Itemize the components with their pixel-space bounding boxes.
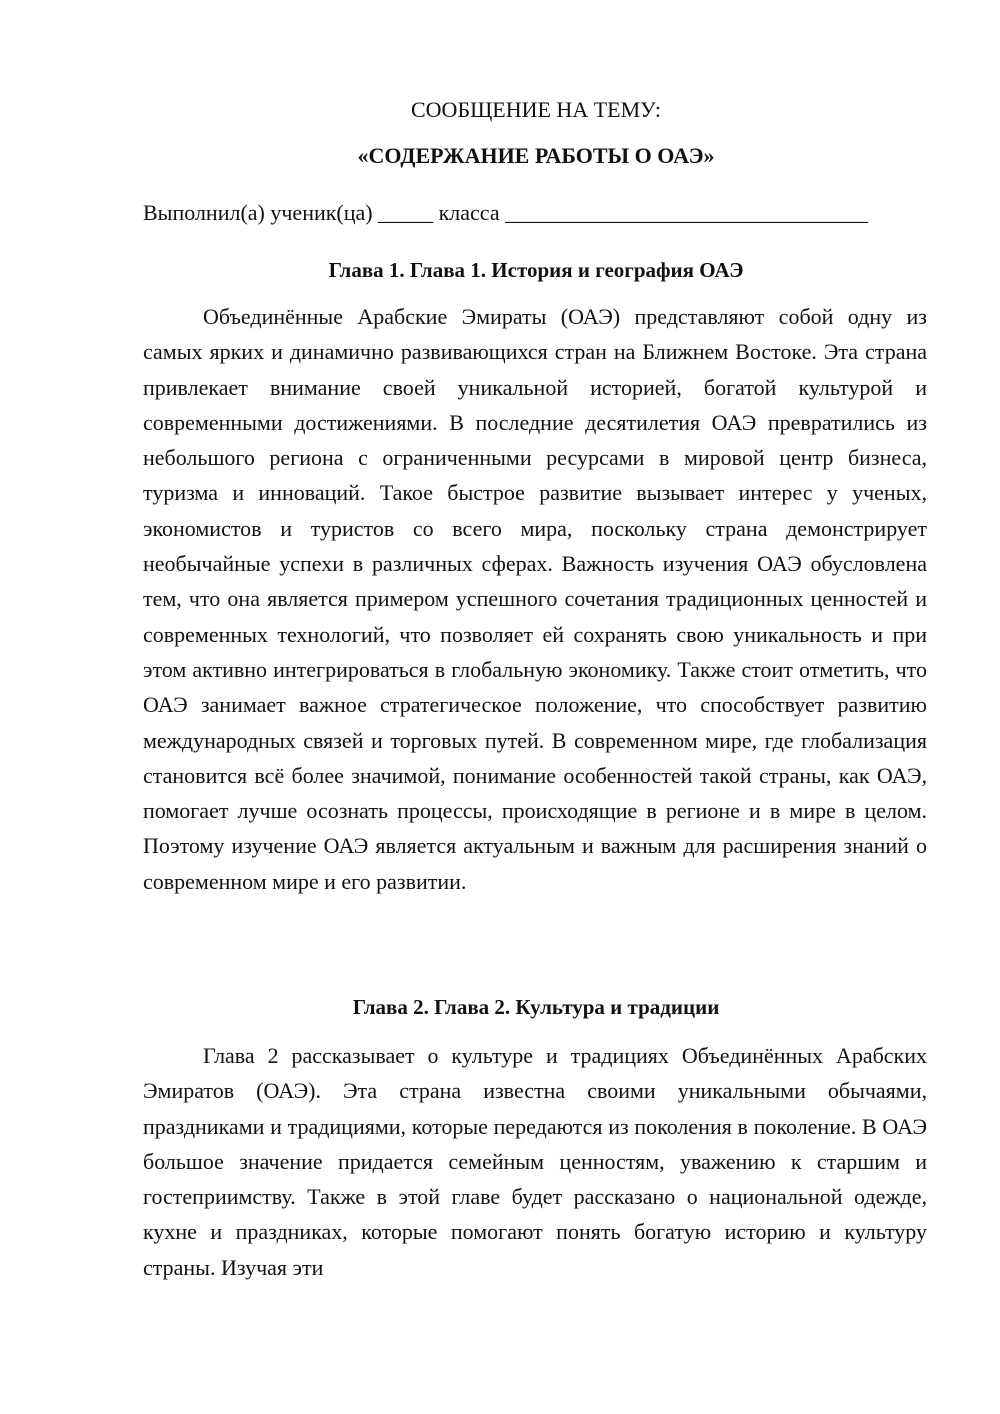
- document-title-line-1: СООБЩЕНИЕ НА ТЕМУ:: [411, 97, 661, 122]
- chapter-1-paragraph: Объединённые Арабские Эмираты (ОАЭ) представляют собой одну из самых ярких и динамично развивающихся стран на Ближнем Востоке. Эта страна привлекает внимание своей уникальной историей, богатой культурой и современными достижениями. В последние десятилетия ОАЭ превратились из небольшого региона с ограниченными ресурсами в мировой центр бизнеса, туризма и инноваций. Такое быстрое развитие вызывает интерес у ученых, экономистов и туристов со всего мира, поскольку страна демонстрирует необычайные успехи в различных сферах. Важность изучения ОАЭ обусловлена тем, что она является примером успешного сочетания традиционных ценностей и современных технологий, что позволяет ей сохранять свою уникальность и при этом активно интегрироваться в глобальную экономику. Также стоит отметить, что ОАЭ занимает важное стратегическое положение, что способствует развитию международных связей и торговых путей. В современном мире, где глобализация становится всё более значимой, понимание особенностей такой страны, как ОАЭ, помогает лучше осознать процессы, происходящие в регионе и в мире в целом. Поэтому изучение ОАЭ является актуальным и важным для расширения знаний о современном мире и его развитии.: [143, 304, 927, 894]
- chapter-2-paragraph: Глава 2 рассказывает о культуре и традициях Объединённых Арабских Эмиратов (ОАЭ). Эта страна известна своими уникальными обычаями, праздниками и традициями, которые передаются из поколения в поколение. В ОАЭ большое значение придается семейным ценностям, уважению к старшим и гостеприимству. Также в этой главе будет рассказано о национальной одежде, кухне и праздниках, которые помогают понять богатую историю и культуру страны. Изучая эти: [143, 1043, 927, 1280]
- chapter-1-heading: Глава 1. Глава 1. История и география ОАЭ: [328, 258, 744, 282]
- document-title-line-2: «СОДЕРЖАНИЕ РАБОТЫ О ОАЭ»: [357, 143, 715, 168]
- author-line: Выполнил(а) ученик(ца) _____ класса _________________________________: [143, 200, 869, 225]
- chapter-2-heading: Глава 2. Глава 2. Культура и традиции: [352, 995, 720, 1019]
